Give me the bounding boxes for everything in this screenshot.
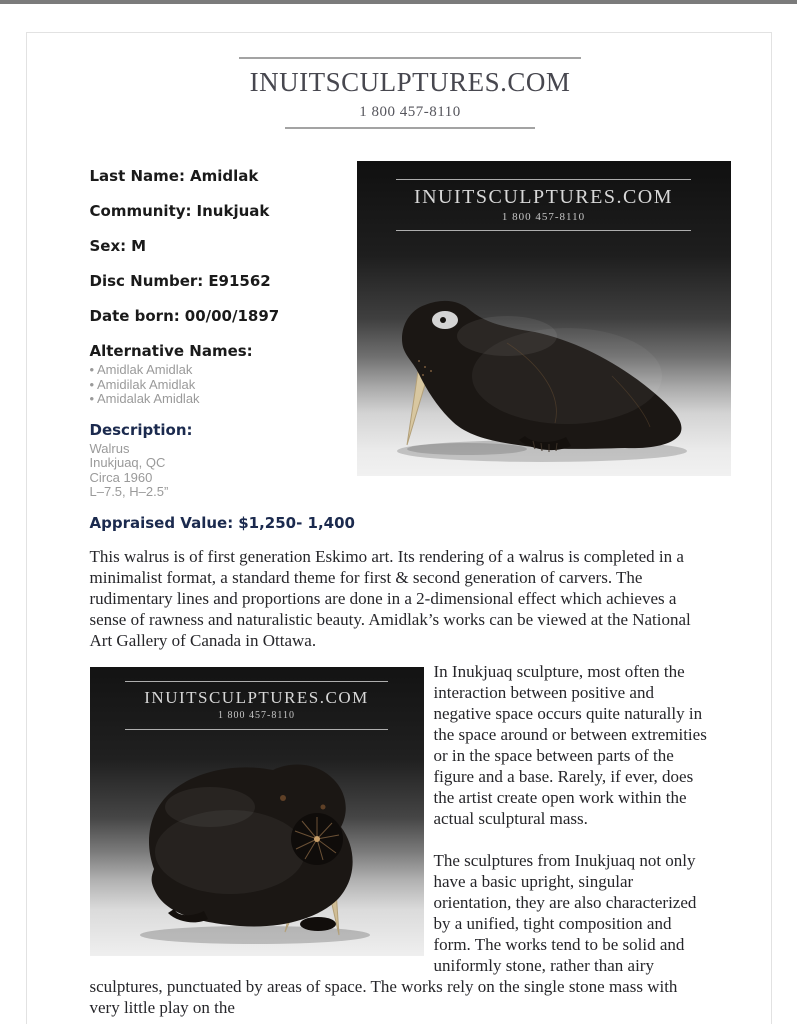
sculpture-essay-section	[90, 661, 731, 1024]
watermark-divider-top	[396, 179, 691, 180]
watermark-divider-bottom	[125, 729, 389, 730]
site-phone-number: 1 800 457-8110	[359, 104, 461, 120]
photo-watermark	[90, 681, 424, 730]
detail-value: Amidlak	[189, 167, 259, 185]
appraised-value-label: Appraised Value:	[89, 513, 234, 532]
page-frame	[26, 32, 772, 1024]
watermark-phone: 1 800 457-8110	[501, 211, 586, 223]
alternative-names-list	[90, 363, 357, 407]
detail-label: Community:	[89, 202, 192, 220]
appraised-value-amount: $1,250- 1,400	[238, 513, 355, 532]
description-heading: Description:	[89, 420, 193, 439]
walrus-photo-side-view	[357, 161, 731, 476]
alternative-name-item: • Amidilak Amidlak	[90, 378, 357, 393]
watermark-divider-bottom	[396, 230, 691, 231]
alternative-name-item: • Amidlak Amidlak	[90, 363, 357, 378]
essay-paragraph-1: In Inukjuaq sculpture, most often the interaction between positive and negative space occurs quite naturally in the space around or between extremities or in the space between parts of the figure and a base. Rarely, if ever, does the artist create open work within the actual sculptural mass.	[433, 661, 707, 828]
description-line: Inukjuaq, QC	[89, 455, 166, 470]
detail-label: Disc Number:	[89, 272, 204, 290]
detail-value: E91562	[208, 272, 271, 290]
detail-label: Sex:	[89, 237, 127, 255]
appraised-value	[90, 514, 731, 532]
detail-last-name	[90, 167, 357, 185]
page-top-bar	[0, 0, 797, 4]
detail-sex	[90, 237, 357, 255]
alternative-name-item: • Amidalak Amidlak	[90, 392, 357, 407]
watermark-divider-top	[125, 681, 389, 682]
essay-paragraph-2: The sculptures from Inukjuaq not only have a basic upright, singular orientation, they are also characterized by a unified, tight composition and form. The works tend to be solid and uniformly stone, rather than airy sculptures, punctuated by areas of space. The works rely on the single stone mass with very little play on the	[89, 850, 697, 1017]
detail-label: Last Name:	[89, 167, 185, 185]
photo-watermark	[357, 179, 731, 231]
detail-value: 00/00/1897	[184, 307, 280, 325]
description-line: Walrus	[89, 440, 130, 456]
walrus-photo-front-view	[90, 667, 424, 956]
intro-paragraph: This walrus is of first generation Eskimo art. Its rendering of a walrus is completed in a minimalist format, a standard theme for first & second generation of carvers. The rudimentary lines and proportions are done in a 2-dimensional effect which achieves a sense of rawness and naturalistic beauty. Amidlak’s works can be viewed at the National Art Gallery of Canada in Ottawa.	[89, 546, 691, 650]
site-header	[90, 33, 731, 129]
description-line: Circa 1960	[89, 469, 153, 485]
site-title: INUITSCULPTURES.COM	[249, 67, 571, 97]
header-divider-top	[239, 57, 581, 59]
detail-value: Inukjuak	[196, 202, 270, 220]
detail-date-born	[90, 307, 357, 325]
watermark-site-title: INUITSCULPTURES.COM	[413, 186, 674, 208]
detail-label: Date born:	[89, 307, 180, 325]
detail-community	[90, 202, 357, 220]
description-line: L–7.5, H–2.5”	[89, 484, 169, 499]
header-divider-bottom	[285, 127, 535, 129]
description-lines	[90, 442, 357, 500]
watermark-phone: 1 800 457-8110	[218, 709, 295, 721]
watermark-site-title: INUITSCULPTURES.COM	[144, 687, 369, 707]
detail-value: M	[131, 237, 147, 255]
alternative-names-heading: Alternative Names:	[89, 342, 253, 360]
detail-disc-number	[90, 272, 357, 290]
artist-details-column	[90, 161, 357, 500]
artist-info-section	[90, 161, 731, 500]
